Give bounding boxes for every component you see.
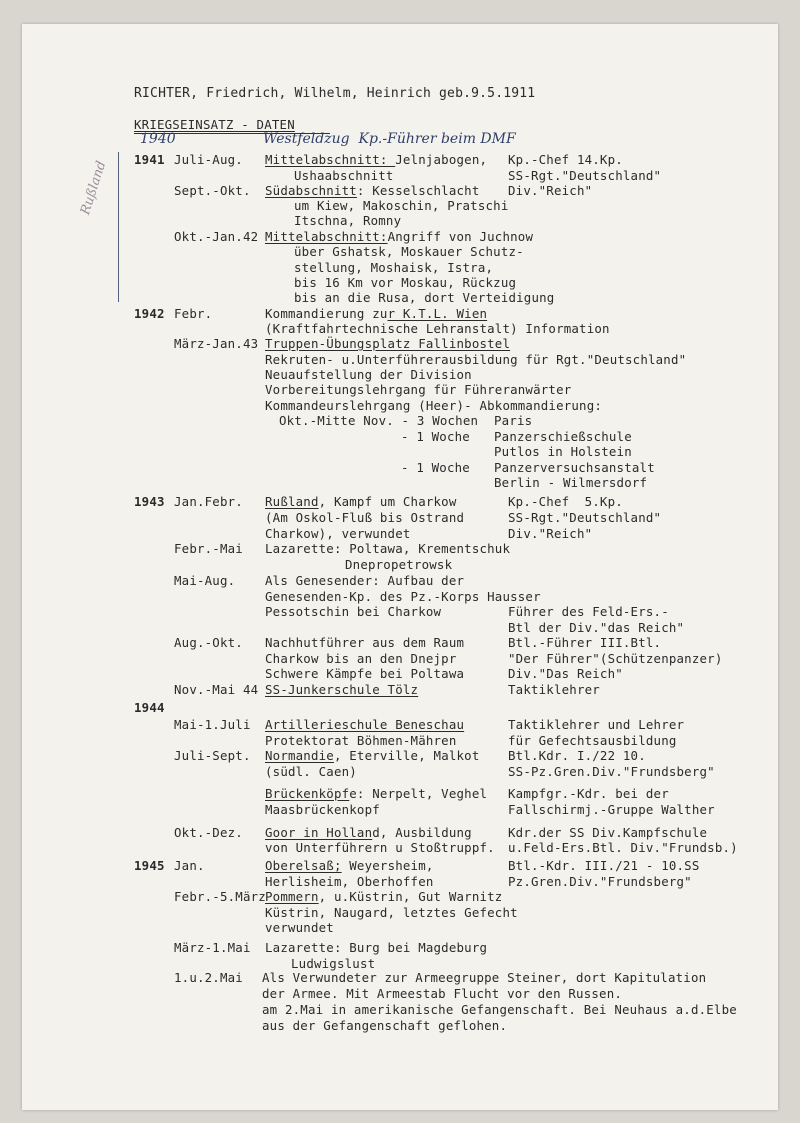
entry-role: Pz.Gren.Div."Frundsberg" (508, 874, 692, 889)
entry-year: 1944 (134, 700, 165, 715)
entry-role: u.Feld-Ers.Btl. Div."Frundsb.) (508, 840, 738, 855)
entry-role: Taktiklehrer (508, 682, 600, 697)
entry-text: Artillerieschule Beneschau (265, 717, 465, 732)
entry-role: Kp.-Chef 14.Kp. (508, 152, 623, 167)
entry-role: Paris (494, 413, 533, 428)
entry-text: Pessotschin bei Charkow (265, 604, 442, 619)
entry-date: Mai-1.Juli (174, 717, 251, 732)
entry-text: Als Genesender: Aufbau der (265, 573, 465, 588)
entry-date: Sept.-Okt. (174, 183, 251, 198)
entry-role: SS-Pz.Gren.Div."Frundsberg" (508, 764, 715, 779)
entry-text: Mittelabschnitt: Jelnjabogen, (265, 152, 488, 167)
entry-role: SS-Rgt."Deutschland" (508, 168, 662, 183)
entry-text: Rußland, Kampf um Charkow (265, 494, 457, 509)
entry-text: Lazarette: Burg bei Magdeburg (265, 940, 488, 955)
entry-text: (Kraftfahrtechnische Lehranstalt) Information (265, 321, 610, 336)
entry-role: Taktiklehrer und Lehrer (508, 717, 685, 732)
entry-date: 1.u.2.Mai (174, 970, 243, 985)
entry-text: Nachhutführer aus dem Raum (265, 635, 465, 650)
entry-text: Kommandeurslehrgang (Heer)- Abkommandierung: (265, 398, 603, 413)
entry-date: Febr. (174, 306, 213, 321)
name-line: RICHTER, Friedrich, Wilhelm, Heinrich geb.9.5.1911 (134, 86, 536, 101)
margin-bracket (118, 152, 125, 302)
entry-role: für Gefechtsausbildung (508, 733, 677, 748)
entry-text: Maasbrückenkopf (265, 802, 380, 817)
entry-text: Als Verwundeter zur Armeegruppe Steiner, dort Kapitulation (262, 970, 707, 985)
entry-text: stellung, Moshaisk, Istra, (294, 260, 494, 275)
entry-role: SS-Rgt."Deutschland" (508, 510, 662, 525)
entry-text: Pommern, u.Küstrin, Gut Warnitz (265, 889, 503, 904)
margin-note: Rußland (78, 159, 110, 217)
entry-date: Febr.-Mai (174, 541, 243, 556)
entry-text: Rekruten- u.Unterführerausbildung für Rgt."Deutschland" (265, 352, 687, 367)
entry-text: Goor in Holland, Ausbildung (265, 825, 472, 840)
entry-role: Panzerversuchsanstalt (494, 460, 655, 475)
entry-text: - 1 Woche (401, 460, 470, 475)
entry-text: am 2.Mai in amerikanische Gefangenschaft. Bei Neuhaus a.d.Elbe (262, 1002, 737, 1017)
entry-text: Charkow bis an den Dnejpr (265, 651, 457, 666)
entry-role: Putlos in Holstein (494, 444, 632, 459)
handwritten-note: Westfeldzug Kp.-Führer beim DMF (263, 131, 516, 147)
entry-text: verwundet (265, 920, 334, 935)
entry-year: 1943 (134, 494, 165, 509)
entry-text: Charkow), verwundet (265, 526, 411, 541)
section-title: KRIEGSEINSATZ - DATEN (134, 117, 295, 132)
entry-date: Jan.Febr. (174, 494, 243, 509)
entry-text: (Am Oskol-Fluß bis Ostrand (265, 510, 465, 525)
entry-role: Btl der Div."das Reich" (508, 620, 685, 635)
entry-role: Btl.Kdr. I./22 10. (508, 748, 646, 763)
entry-role: Div."Das Reich" (508, 666, 623, 681)
entry-role: Btl.-Führer III.Btl. (508, 635, 662, 650)
entry-text: Itschna, Romny (294, 213, 402, 228)
entry-text: (südl. Caen) (265, 764, 357, 779)
entry-text: - 1 Woche (401, 429, 470, 444)
entry-date: Mai-Aug. (174, 573, 236, 588)
entry-year: 1942 (134, 306, 165, 321)
entry-text: Küstrin, Naugard, letztes Gefecht (265, 905, 518, 920)
entry-role: Kp.-Chef 5.Kp. (508, 494, 623, 509)
entry-text: Kommandierung zur K.T.L. Wien (265, 306, 488, 321)
entry-text: Südabschnitt: Kesselschlacht (265, 183, 480, 198)
entry-date: März-Jan.43 (174, 336, 259, 351)
entry-text: von Unterführern u Stoßtruppf. (265, 840, 495, 855)
entry-date: Jan. (174, 858, 205, 873)
entry-text: Genesenden-Kp. des Pz.-Korps Hausser (265, 589, 541, 604)
entry-role: Kampfgr.-Kdr. bei der (508, 786, 669, 801)
entry-date: Aug.-Okt. (174, 635, 243, 650)
handwritten-year: 1940 (140, 131, 176, 147)
entry-text: SS-Junkerschule Tölz (265, 682, 419, 697)
entry-text: Protektorat Böhmen-Mähren (265, 733, 457, 748)
entry-date: März-1.Mai (174, 940, 251, 955)
entry-text: bis an die Rusa, dort Verteidigung (294, 290, 555, 305)
entry-role: Kdr.der SS Div.Kampfschule (508, 825, 708, 840)
entry-date: Juli-Sept. (174, 748, 251, 763)
entry-year: 1945 (134, 858, 165, 873)
entry-text: Vorbereitungslehrgang für Führeranwärter (265, 382, 572, 397)
entry-text: bis 16 Km vor Moskau, Rückzug (294, 275, 517, 290)
entry-text: Mittelabschnitt:Angriff von Juchnow (265, 229, 534, 244)
entry-year: 1941 (134, 152, 165, 167)
entry-text: Okt.-Mitte Nov. - 3 Wochen (279, 413, 479, 428)
entry-date: Okt.-Jan.42 (174, 229, 259, 244)
entry-text: Herlisheim, Oberhoffen (265, 874, 434, 889)
entry-role: Btl.-Kdr. III./21 - 10.SS (508, 858, 700, 873)
entry-text: Truppen-Übungsplatz Fallinbostel (265, 336, 511, 351)
entry-date: Nov.-Mai 44 (174, 682, 259, 697)
entry-text: Dnepropetrowsk (345, 557, 453, 572)
entry-text: Schwere Kämpfe bei Poltawa (265, 666, 465, 681)
entry-text: aus der Gefangenschaft geflohen. (262, 1018, 508, 1033)
entry-role: Fallschirmj.-Gruppe Walther (508, 802, 715, 817)
entry-role: "Der Führer"(Schützenpanzer) (508, 651, 723, 666)
entry-text: Oberelsaß; Weyersheim, (265, 858, 434, 873)
entry-text: Lazarette: Poltawa, Krementschuk (265, 541, 511, 556)
entry-text: der Armee. Mit Armeestab Flucht vor den Russen. (262, 986, 623, 1001)
entry-role: Div."Reich" (508, 526, 593, 541)
entry-text: Brückenköpfe: Nerpelt, Veghel (265, 786, 488, 801)
entry-date: Febr.-5.März (174, 889, 266, 904)
entry-role: Div."Reich" (508, 183, 593, 198)
entry-text: Neuaufstellung der Division (265, 367, 472, 382)
entry-text: um Kiew, Makoschin, Pratschi (294, 198, 509, 213)
entry-text: Normandie, Eterville, Malkot (265, 748, 480, 763)
entry-text: über Gshatsk, Moskauer Schutz- (294, 244, 524, 259)
entry-role: Führer des Feld-Ers.- (508, 604, 669, 619)
entry-date: Okt.-Dez. (174, 825, 243, 840)
entry-role: Berlin - Wilmersdorf (494, 475, 648, 490)
entry-date: Juli-Aug. (174, 152, 243, 167)
entry-text: Ushaabschnitt (294, 168, 394, 183)
entry-role: Panzerschießschule (494, 429, 632, 444)
entry-text: Ludwigslust (291, 956, 376, 971)
